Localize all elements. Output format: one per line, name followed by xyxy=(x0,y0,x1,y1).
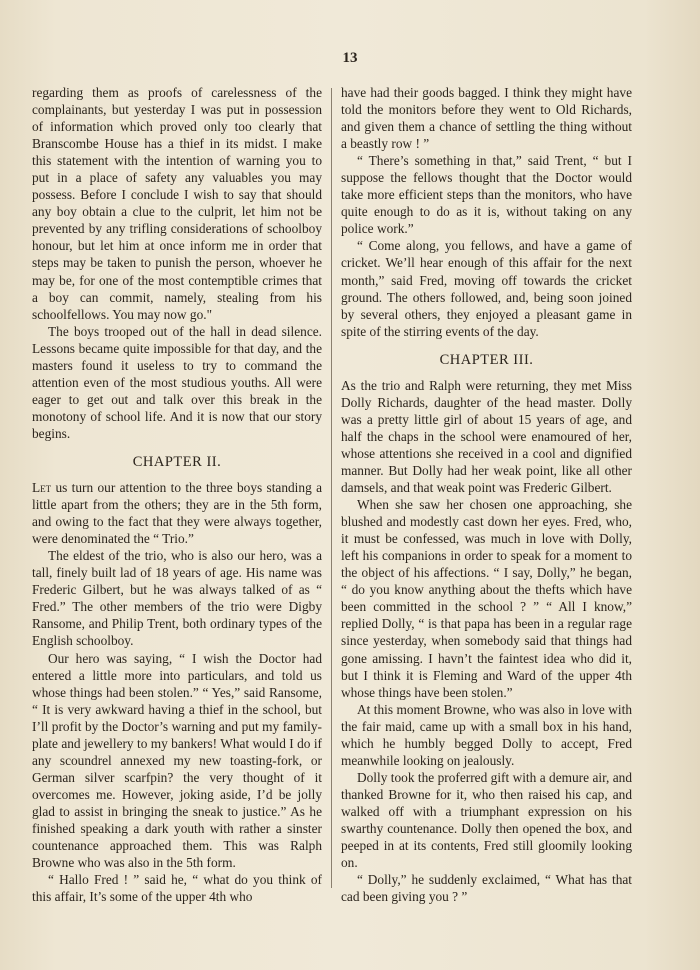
column-divider xyxy=(331,88,332,888)
right-column xyxy=(341,84,632,905)
drop-word: Let xyxy=(32,480,52,496)
paragraph xyxy=(32,479,322,547)
paragraph: When she saw her chosen one approaching, she blushed and modestly cast down her eyes. Fred, who, it must be confessed, was much in love with Dolly, left his companions in order to speak for a moment to the object of his affections. “ I say, Dolly,” he began, “ do you know anything about the thefts which have been committed in the school ? ” “ All I know,” replied Dolly, “ is that papa has been in a regular rage since yesterday, when somebody said that things had gone amissing. I havn’t the faintest idea who did it, but I think it is Fleming and Ward of the upper 4th whose things have been stolen.” xyxy=(341,497,632,700)
chapter-heading: CHAPTER III. xyxy=(439,351,534,368)
page-number: 13 xyxy=(342,50,358,66)
left-column xyxy=(32,84,322,905)
paragraph: “ Dolly,” he suddenly exclaimed, “ What has that cad been giving you ? ” xyxy=(341,872,632,905)
paragraph: The boys trooped out of the hall in dead silence. Lessons became quite impossible for that day, and the masters found it useless to try to command the attention even of the most studious youths. All were eager to get out and talk over this break in the monotony of school life. And it is now that our story begins. xyxy=(32,323,322,441)
paragraph: As the trio and Ralph were returning, they met Miss Dolly Richards, daughter of the head master. Dolly was a pretty little girl of about 15 years of age, and half the chaps in the school were enamoured of her, whose attentions she received in a cool and dignified manner. But Dolly had her weak point, like all other damsels, and that weak point was Frederic Gilbert. xyxy=(341,377,632,496)
paragraph: The eldest of the trio, who is also our hero, was a tall, finely built lad of 18 years of age. His name was Frederic Gilbert, but he was always talked of as “ Fred.” The other members of the trio were Digby Ransome, and Philip Trent, both ordinary types of the English schoolboy. xyxy=(32,548,322,649)
paragraph: regarding them as proofs of carelessness of the complainants, but yesterday I was put in possession of information which proved only too clearly that Branscombe House has a thief in its midst. I make this statement with the intention of warning you to put in a place of safety any valuables you may possess. Before I conclude I wish to say that should any boy obtain a clue to the culprit, let him not be prevented by any trifling considerations of schoolboy honour, but let him at once inform me in order that steps may be taken to punish the person, whoever he may be, for one of the most contemptible crimes that a boy can commit, namely, stealing from his schoolfellows. You may now go." xyxy=(32,85,322,322)
paragraph: At this moment Browne, who was also in love with the fair maid, came up with a small box in his hand, which he humbly begged Dolly to accept, Fred meanwhile looking on jealously. xyxy=(341,701,632,768)
paragraph: “ There’s something in that,” said Trent, “ but I suppose the fellows thought that the Doctor would take more efficient steps than the monitors, who have quite enough to do as it is, without taking on any police work.” xyxy=(341,153,632,237)
paragraph-text: us turn our attention to the three boys standing a little apart from the others; they are in the 5th form, and owing to the fact that they were always together, were denominated the “ Trio.” xyxy=(32,480,322,547)
paragraph: Dolly took the proferred gift with a demure air, and thanked Browne for it, who then raised his cap, and walked off with a triumphant expression on his swarthy countenance. Dolly then opened the box, and peeped in at its contents, Fred still gloomily looking on. xyxy=(341,769,632,871)
chapter-heading: CHAPTER II. xyxy=(132,453,222,470)
paragraph: Our hero was saying, “ I wish the Doctor had entered a little more into particulars, and told us whose things had been stolen.” “ Yes,” said Ransome, “ It is very awkward having a thief in the school, but I’ll profit by the Doctor’s warning and put my family-plate and jewellery to my bankers! What would I do if any scoundrel annexed my new toasting-fork, or German silver scarfpin? the very thought of it overcomes me. However, joking aside, I’d be jolly glad to assist in bringing the sneak to justice.” As he finished speaking a dark youth with rather a sinster countenance approached them. This was Ralph Browne who was also in the 5th form. xyxy=(32,650,322,871)
paragraph: “ Come along, you fellows, and have a game of cricket. We’ll hear enough of this affair for the next month,” said Fred, moving off towards the cricket ground. The others followed, and, being soon joined by several others, they enjoyed a pleasant game in spite of the stirring events of the day. xyxy=(341,238,632,339)
paragraph: have had their goods bagged. I think they might have told the monitors before they went to Old Richards, and given them a chance of settling the thing without a beastly row ! ” xyxy=(341,85,632,152)
paragraph: “ Hallo Fred ! ” said he, “ what do you think of this affair, It’s some of the upper 4th who xyxy=(32,872,322,905)
